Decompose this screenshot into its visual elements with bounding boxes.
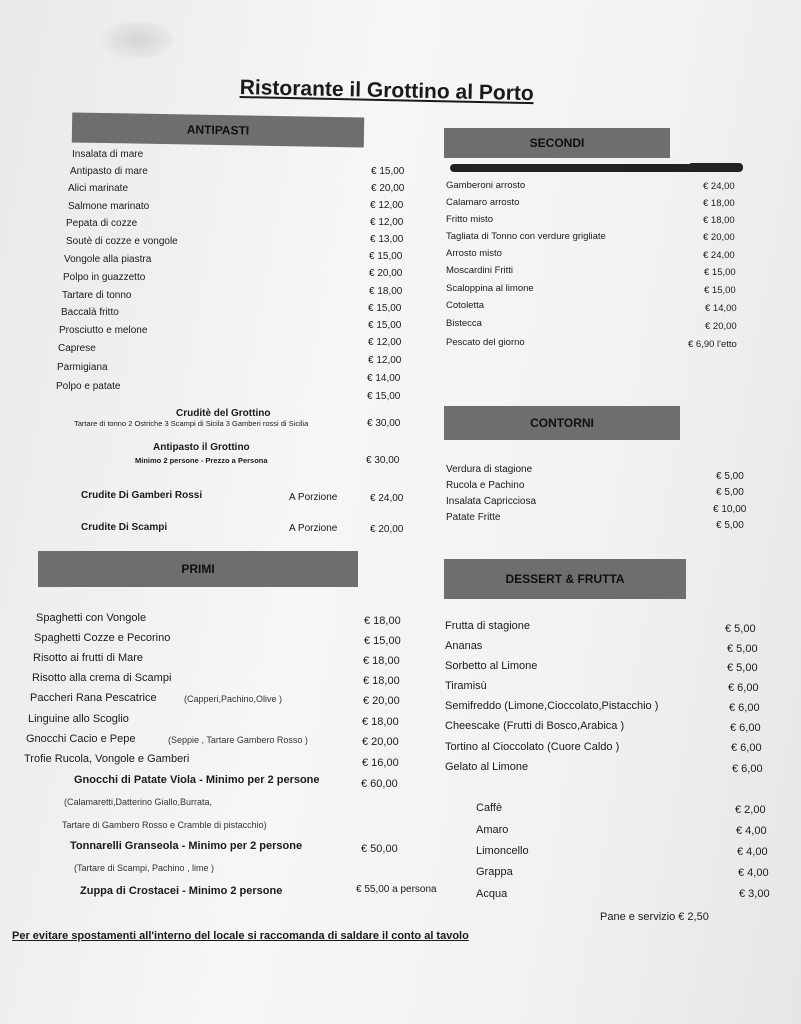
list-item: Pepata di cozze (66, 218, 138, 229)
price: € 18,00 (364, 615, 401, 627)
price: € 18,00 (369, 286, 403, 297)
price: € 20,00 (371, 183, 405, 194)
list-item: Vongole alla piastra (64, 254, 152, 265)
price: € 3,00 (739, 888, 770, 900)
price: € 4,00 (737, 846, 768, 858)
list-item: Alici marinate (68, 183, 129, 194)
price: € 13,00 (370, 234, 404, 245)
gnocchi-viola-desc: Tartare di Gambero Rosso e Cramble di pistacchio) (62, 820, 267, 830)
list-item: Soutè di cozze e vongole (66, 236, 178, 247)
price: € 5,00 (716, 520, 744, 531)
price: € 15,00 (704, 267, 736, 278)
paccheri-note: (Capperi,Pachino,Olive ) (184, 694, 283, 704)
price: € 15,00 (368, 320, 402, 331)
section-contorni: CONTORNI (444, 406, 680, 440)
price: € 4,00 (738, 867, 769, 879)
list-item: Gelato al Limone (445, 761, 529, 773)
list-item: Tagliata di Tonno con verdure grigliate (446, 231, 606, 242)
list-item: Moscardini Fritti (446, 265, 514, 276)
antipasto-grottino-price: € 30,00 (366, 455, 400, 466)
list-item: Risotto alla crema di Scampi (32, 672, 172, 684)
section-dessert: DESSERT & FRUTTA (444, 559, 686, 599)
tonnarelli-desc: (Tartare di Scampi, Pachino , lime ) (74, 863, 215, 873)
price: € 20,00 (362, 736, 399, 748)
list-item: Risotto ai frutti di Mare (33, 652, 144, 664)
zuppa-name: Zuppa di Crostacei - Minimo 2 persone (80, 885, 283, 897)
price: € 5,00 (725, 623, 756, 635)
list-item: Tortino al Cioccolato (Cuore Caldo ) (445, 741, 620, 753)
crudite-scampi-name: Crudite Di Scampi (81, 522, 168, 533)
price: € 6,00 (731, 742, 762, 754)
tonnarelli-price: € 50,00 (361, 843, 398, 855)
crudite-scampi-price: € 20,00 (370, 524, 404, 535)
restaurant-title: Ristorante il Grottino al Porto (239, 76, 534, 106)
price: € 16,00 (362, 757, 399, 769)
list-item: Polpo e patate (56, 381, 121, 392)
pane-servizio: Pane e servizio € 2,50 (600, 911, 709, 923)
price: € 12,00 (368, 337, 402, 348)
price: € 15,00 (704, 285, 736, 296)
list-item: Semifreddo (Limone,Cioccolato,Pistacchio ) (445, 700, 659, 712)
price: € 20,00 (369, 268, 403, 279)
list-item: Calamaro arrosto (446, 197, 520, 208)
list-item: Caprese (58, 343, 96, 354)
price: € 5,00 (727, 643, 758, 655)
zuppa-price: € 55,00 a persona (356, 884, 437, 895)
gnocchi-viola-desc: (Calamaretti,Datterino Giallo,Burrata, (64, 797, 213, 807)
list-item: Spaghetti Cozze e Pecorino (34, 632, 171, 644)
list-item: Verdura di stagione (446, 464, 533, 475)
price: € 18,00 (363, 655, 400, 667)
list-item: Patate Fritte (446, 512, 501, 523)
redacted-bar-price (688, 163, 743, 172)
price: € 15,00 (364, 635, 401, 647)
price: € 15,00 (369, 251, 403, 262)
price: € 12,00 (370, 200, 404, 211)
gnocchi-viola-price: € 60,00 (361, 778, 398, 790)
price: € 18,00 (703, 198, 735, 209)
list-item: Baccalà fritto (61, 307, 119, 318)
price: € 6,00 (730, 722, 761, 734)
footer-note: Per evitare spostamenti all'interno del locale si raccomanda di saldare il conto al tavolo (12, 930, 469, 942)
section-antipasti: ANTIPASTI (72, 112, 364, 147)
list-item: Antipasto di mare (70, 166, 148, 177)
list-item: Amaro (476, 824, 509, 836)
list-item: Pescato del giorno (446, 337, 525, 348)
gnocchi-viola-name: Gnocchi di Patate Viola - Minimo per 2 persone (74, 774, 320, 786)
tonnarelli-name: Tonnarelli Granseola - Minimo per 2 persone (70, 840, 303, 852)
list-item: Caffè (476, 802, 503, 814)
price: € 18,00 (363, 675, 400, 687)
price: € 2,00 (735, 804, 766, 816)
crudite-gamberi-name: Crudite Di Gamberi Rossi (81, 490, 203, 501)
crudite-gamberi-price: € 24,00 (370, 493, 404, 504)
price: € 24,00 (703, 250, 735, 261)
crudite-grottino-name: Cruditè del Grottino (176, 408, 271, 419)
price: € 18,00 (362, 716, 399, 728)
list-item: Tiramisù (445, 680, 487, 692)
list-item: Fritto misto (446, 214, 493, 225)
list-item: Bistecca (446, 318, 482, 329)
section-primi: PRIMI (38, 551, 358, 587)
list-item: Grappa (476, 866, 513, 878)
list-item: Trofie Rucola, Vongole e Gamberi (24, 753, 190, 765)
price: € 20,00 (705, 321, 737, 332)
crudite-gamberi-portion: A Porzione (289, 492, 338, 503)
list-item: Gamberoni arrosto (446, 180, 526, 191)
price: € 6,00 (729, 702, 760, 714)
list-item: Gnocchi Cacio e Pepe (26, 733, 136, 745)
list-item: Paccheri Rana Pescatrice (30, 692, 157, 704)
price: € 5,00 (716, 471, 744, 482)
price: € 12,00 (368, 355, 402, 366)
price: € 14,00 (367, 373, 401, 384)
price: € 15,00 (368, 303, 402, 314)
price: € 4,00 (736, 825, 767, 837)
list-item: Cotoletta (446, 300, 485, 311)
price: € 6,90 l'etto (688, 339, 737, 350)
price: € 5,00 (716, 487, 744, 498)
price: € 15,00 (367, 391, 401, 402)
price: € 6,00 (728, 682, 759, 694)
list-item: Insalata Capricciosa (446, 496, 537, 507)
price: € 20,00 (703, 232, 735, 243)
antipasto-grottino-name: Antipasto il Grottino (153, 442, 250, 453)
list-item: Spaghetti con Vongole (36, 612, 147, 624)
price: € 20,00 (363, 695, 400, 707)
list-item: Linguine allo Scoglio (28, 713, 129, 725)
list-item: Cheescake (Frutti di Bosco,Arabica ) (445, 720, 625, 732)
price: € 15,00 (371, 166, 405, 177)
antipasto-grottino-desc: Minimo 2 persone - Prezzo a Persona (135, 456, 268, 465)
price: € 14,00 (705, 303, 737, 314)
list-item: Acqua (476, 888, 508, 900)
list-item: Prosciutto e melone (59, 325, 148, 336)
price: € 6,00 (732, 763, 763, 775)
price: € 24,00 (703, 181, 735, 192)
list-item: Parmigiana (57, 362, 108, 373)
list-item: Ananas (445, 640, 483, 652)
list-item: Frutta di stagione (445, 620, 530, 632)
list-item: Rucola e Pachino (446, 480, 525, 491)
section-secondi: SECONDI (444, 128, 670, 158)
crudite-scampi-portion: A Porzione (289, 523, 338, 534)
paper-smudge (100, 20, 175, 60)
price: € 5,00 (727, 662, 758, 674)
price: € 10,00 (713, 504, 747, 515)
list-item: Sorbetto al Limone (445, 660, 538, 672)
price: € 12,00 (370, 217, 404, 228)
list-item: Arrosto misto (446, 248, 502, 259)
crudite-grottino-price: € 30,00 (367, 418, 401, 429)
list-item: Scaloppina al limone (446, 283, 534, 294)
list-item: Polpo in guazzetto (63, 272, 146, 283)
list-item: Limoncello (476, 845, 529, 857)
list-item: Salmone marinato (68, 201, 150, 212)
list-item: Insalata di mare (72, 149, 144, 160)
crudite-grottino-desc: Tartare di tonno 2 Ostriche 3 Scampi di Sicila 3 Gamberi rossi di Sicilia (74, 419, 309, 428)
gnocchi-note: (Seppie , Tartare Gambero Rosso ) (168, 735, 308, 745)
list-item: Tartare di tonno (62, 290, 132, 301)
price: € 18,00 (703, 215, 735, 226)
